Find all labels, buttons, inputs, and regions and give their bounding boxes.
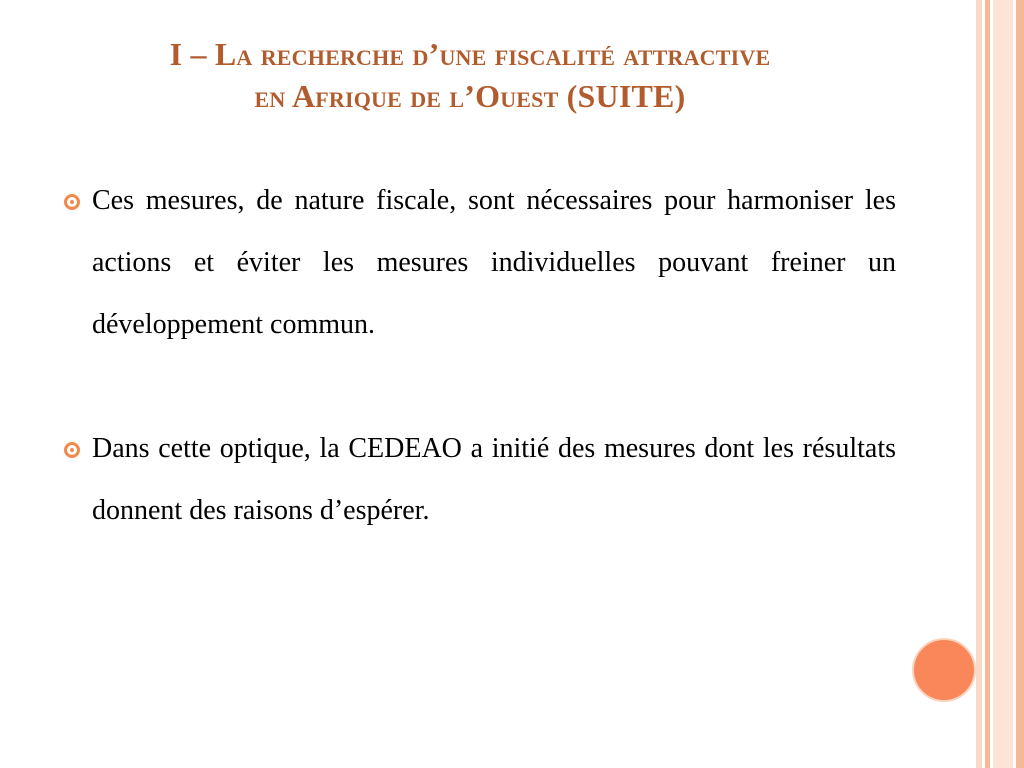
bullet-item xyxy=(62,170,896,356)
circle-decoration-icon xyxy=(914,640,974,700)
slide-title-line-1: I – La recherche d’une fiscalité attractive xyxy=(169,36,771,72)
slide-content xyxy=(62,170,896,542)
slide-title xyxy=(40,33,900,117)
bullet-item xyxy=(62,418,896,542)
bullet-text: Ces mesures, de nature fiscale, sont nécessaires pour harmoniser les actions et éviter les mesures individuelles pouvant freiner un développement commun. xyxy=(92,185,896,340)
decorative-stripe xyxy=(976,0,982,768)
decorative-stripe xyxy=(1016,0,1024,768)
bullet-text: Dans cette optique, la CEDEAO a initié des mesures dont les résultats donnent des raisons d’espérer. xyxy=(92,433,896,526)
decorative-stripe xyxy=(985,0,990,768)
bullet-ring-icon xyxy=(64,194,80,210)
bullet-ring-icon xyxy=(64,442,80,458)
slide-title-line-2: en Afrique de l’Ouest (SUITE) xyxy=(254,78,686,114)
decorative-stripe xyxy=(993,0,1013,768)
